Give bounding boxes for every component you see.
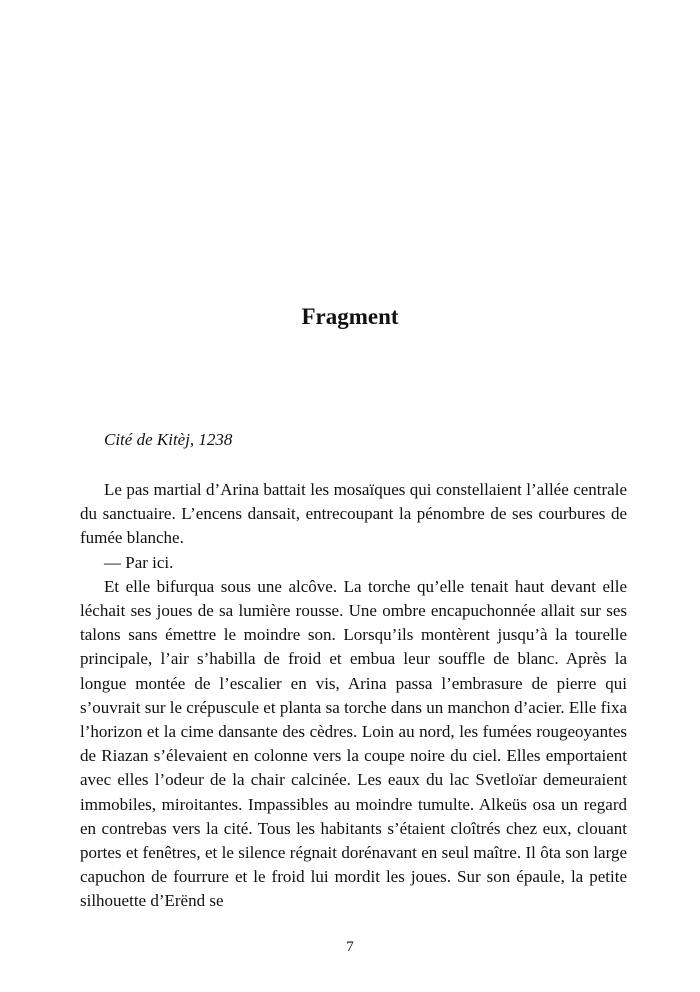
body-text [80,478,627,914]
page-number: 7 [346,939,354,955]
paragraph-3: Et elle bifurqua sous une alcôve. La torche qu’elle tenait haut devant elle léchait ses joues de sa lumière rousse. Une ombre encapuchonnée allait sur ses talons sans émettre le moindre son. Lorsqu’ils montèrent jusqu’à la tourelle principale, l’air s’habilla de froid et embua leur souffle de blanc. Après la longue montée de l’escalier en vis, Arina passa l’embrasure de pierre qui s’ouvrait sur le crépuscule et planta sa torche dans un manchon d’acier. Elle fixa l’horizon et la cime dansante des cèdres. Loin au nord, les fumées rougeoyantes de Riazan s’élevaient en colonne vers la coupe noire du ciel. Elles emportaient avec elles l’odeur de la chair calcinée. Les eaux du lac Svetloïar demeuraient immobiles, miroitantes. Impassibles au moindre tumulte. Alkeüs osa un regard en contrebas vers la cité. Tous les habitants s’étaient cloîtrés chez eux, clouant portes et fenêtres, et le silence régnait dorénavant en seul maître. Il ôta son large capuchon de fourrure et le froid lui mordit les joues. Sur son épaule, la petite silhouette d’Erënd se [80,576,627,911]
paragraph-1: Le pas martial d’Arina battait les mosaïques qui constellaient l’allée centrale du sanctuaire. L’encens dansait, entrecoupant la pénombre de ses courbures de fumée blanche. [80,480,627,548]
epigraph: Cité de Kitèj, 1238 [104,430,233,449]
paragraph-2-dialogue: — Par ici. [104,552,174,572]
chapter-title: Fragment [301,304,399,329]
